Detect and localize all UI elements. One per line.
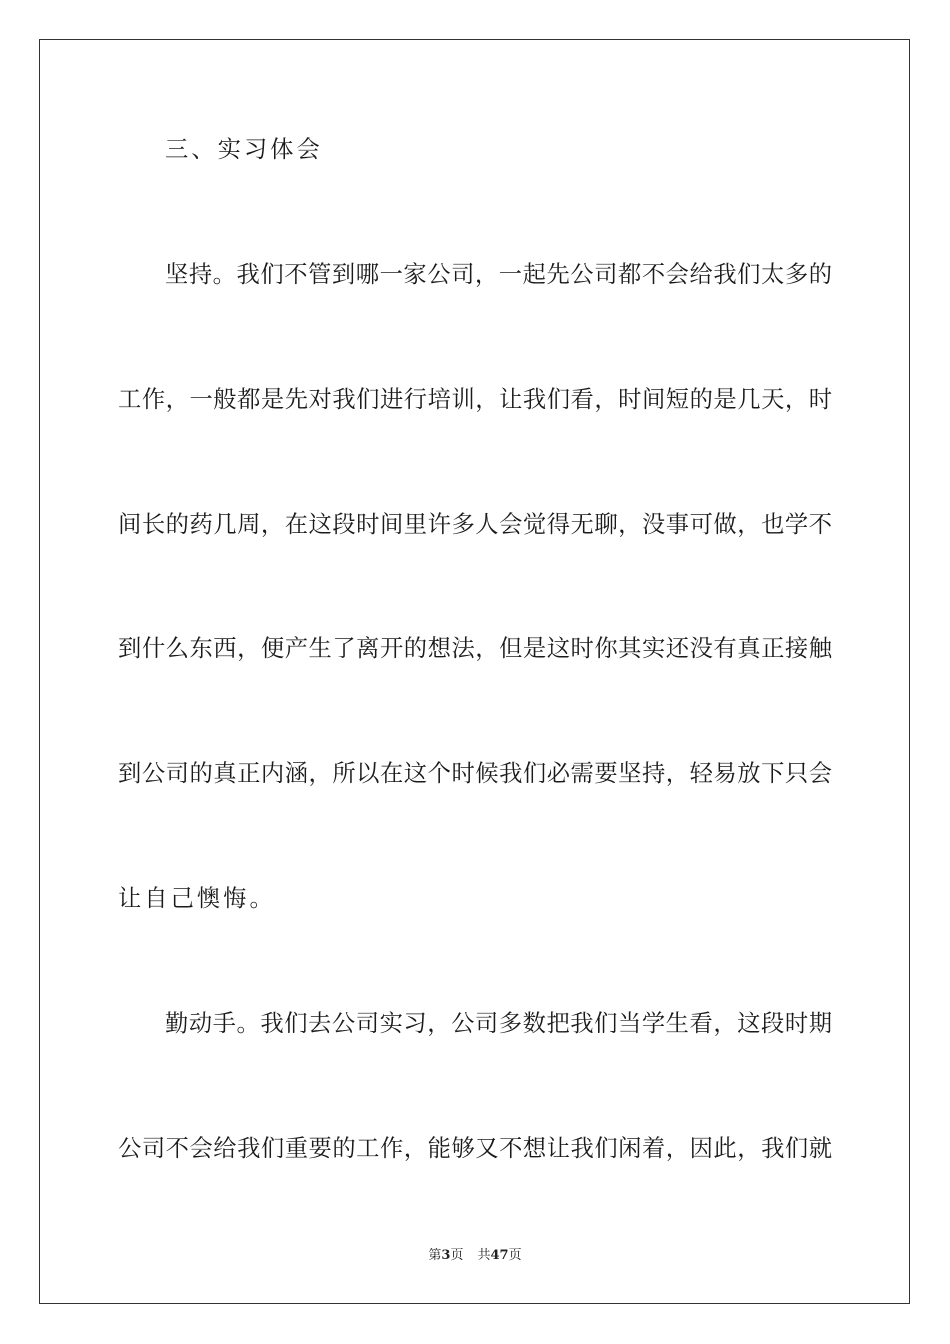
page-footer [0,1247,950,1265]
paragraph-line: 间长的药几周，在这段时间里许多人会觉得无聊，没事可做，也学不 [118,511,832,538]
paragraph-line: 让自己懊悔。 [118,885,276,912]
footer-total-suffix: 页 [508,1248,522,1263]
paragraph-line: 工作，一般都是先对我们进行培训，让我们看，时间短的是几天，时 [118,386,832,413]
footer-total-prefix: 共 [477,1248,491,1263]
paragraph-line: 坚持。我们不管到哪一家公司，一起先公司都不会给我们太多的 [165,261,832,288]
section-heading: 三、实习体会 [165,136,323,163]
page-border [39,39,910,1304]
footer-page-number: 3 [441,1248,451,1263]
paragraph-line: 公司不会给我们重要的工作，能够又不想让我们闲着，因此，我们就 [118,1135,832,1162]
footer-page-suffix: 页 [450,1248,464,1263]
paragraph-line: 勤动手。我们去公司实习，公司多数把我们当学生看，这段时期 [165,1010,832,1037]
footer-total-pages: 47 [490,1248,509,1263]
paragraph-line: 到公司的真正内涵，所以在这个时候我们必需要坚持，轻易放下只会 [118,760,832,787]
paragraph-line: 到什么东西，便产生了离开的想法，但是这时你其实还没有真正接触 [118,635,832,662]
footer-page-prefix: 第 [428,1248,442,1263]
